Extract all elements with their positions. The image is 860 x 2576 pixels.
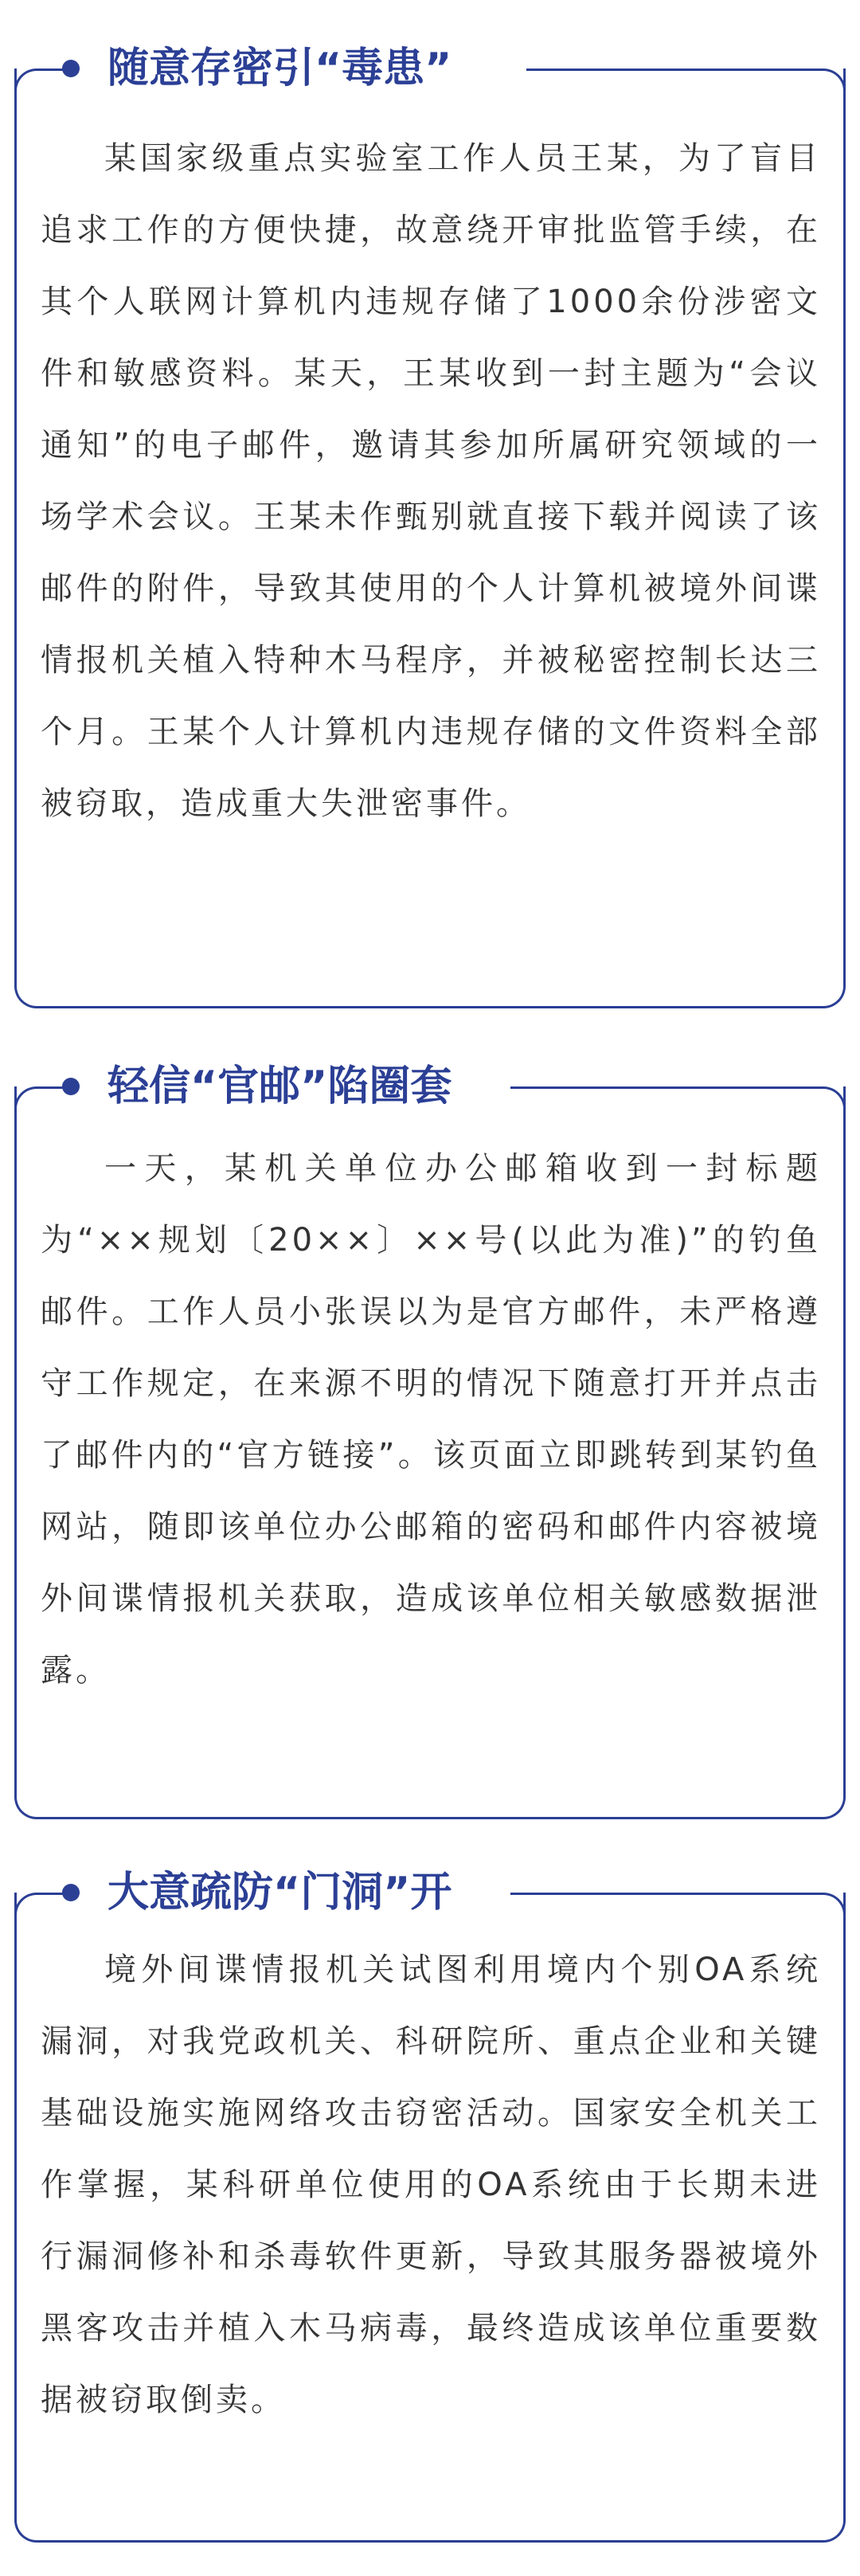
bullet-dot-icon <box>62 1884 80 1901</box>
case-body: 某国家级重点实验室工作人员王某，为了盲目追求工作的方便快捷，故意绕开审批监管手续，在其个人联网计算机内违规存储了1000余份涉密文件和敏感资料。某天，王某收到一封主题为“会议通知”的电子邮件，邀请其参加所属研究领域的一场学术会议。王某未作甄别就直接下载并阅读了该邮件的附件，导致其使用的个人计算机被境外间谍情报机关植入特种木马程序，并被秘密控制长达三个月。王某个人计算机内违规存储的文件资料全部被窃取，造成重大失泄密事件。 <box>41 140 821 822</box>
case-body: 一天，某机关单位办公邮箱收到一封标题为“××规划〔20××〕××号(以此为准)”的钓鱼邮件。工作人员小张误以为是官方邮件，未严格遵守工作规定，在来源不明的情况下随意打开并点击了邮件内的“官方链接”。该页面立即跳转到某钓鱼网站，随即该单位办公邮箱的密码和邮件内容被境外间谍情报机关获取，造成该单位相关敏感数据泄露。 <box>41 1150 821 1689</box>
case-card-2 <box>14 1063 846 1819</box>
case-title: 随意存密引“毒患” <box>103 41 463 96</box>
bullet-dot-icon <box>62 1078 80 1095</box>
case-card-3 <box>14 1869 846 2543</box>
case-title: 大意疏防“门洞”开 <box>103 1865 463 1920</box>
case-title: 轻信“官邮”陷圈套 <box>103 1059 463 1114</box>
bullet-dot-icon <box>62 60 80 77</box>
case-card-1 <box>14 45 846 1008</box>
case-body: 境外间谍情报机关试图利用境内个别OA系统漏洞，对我党政机关、科研院所、重点企业和关键基础设施实施网络攻击窃密活动。国家安全机关工作掌握，某科研单位使用的OA系统由于长期未进行漏洞修补和杀毒软件更新，导致其服务器被境外黑客攻击并植入木马病毒，最终造成该单位重要数据被窃取倒卖。 <box>41 1952 821 2418</box>
